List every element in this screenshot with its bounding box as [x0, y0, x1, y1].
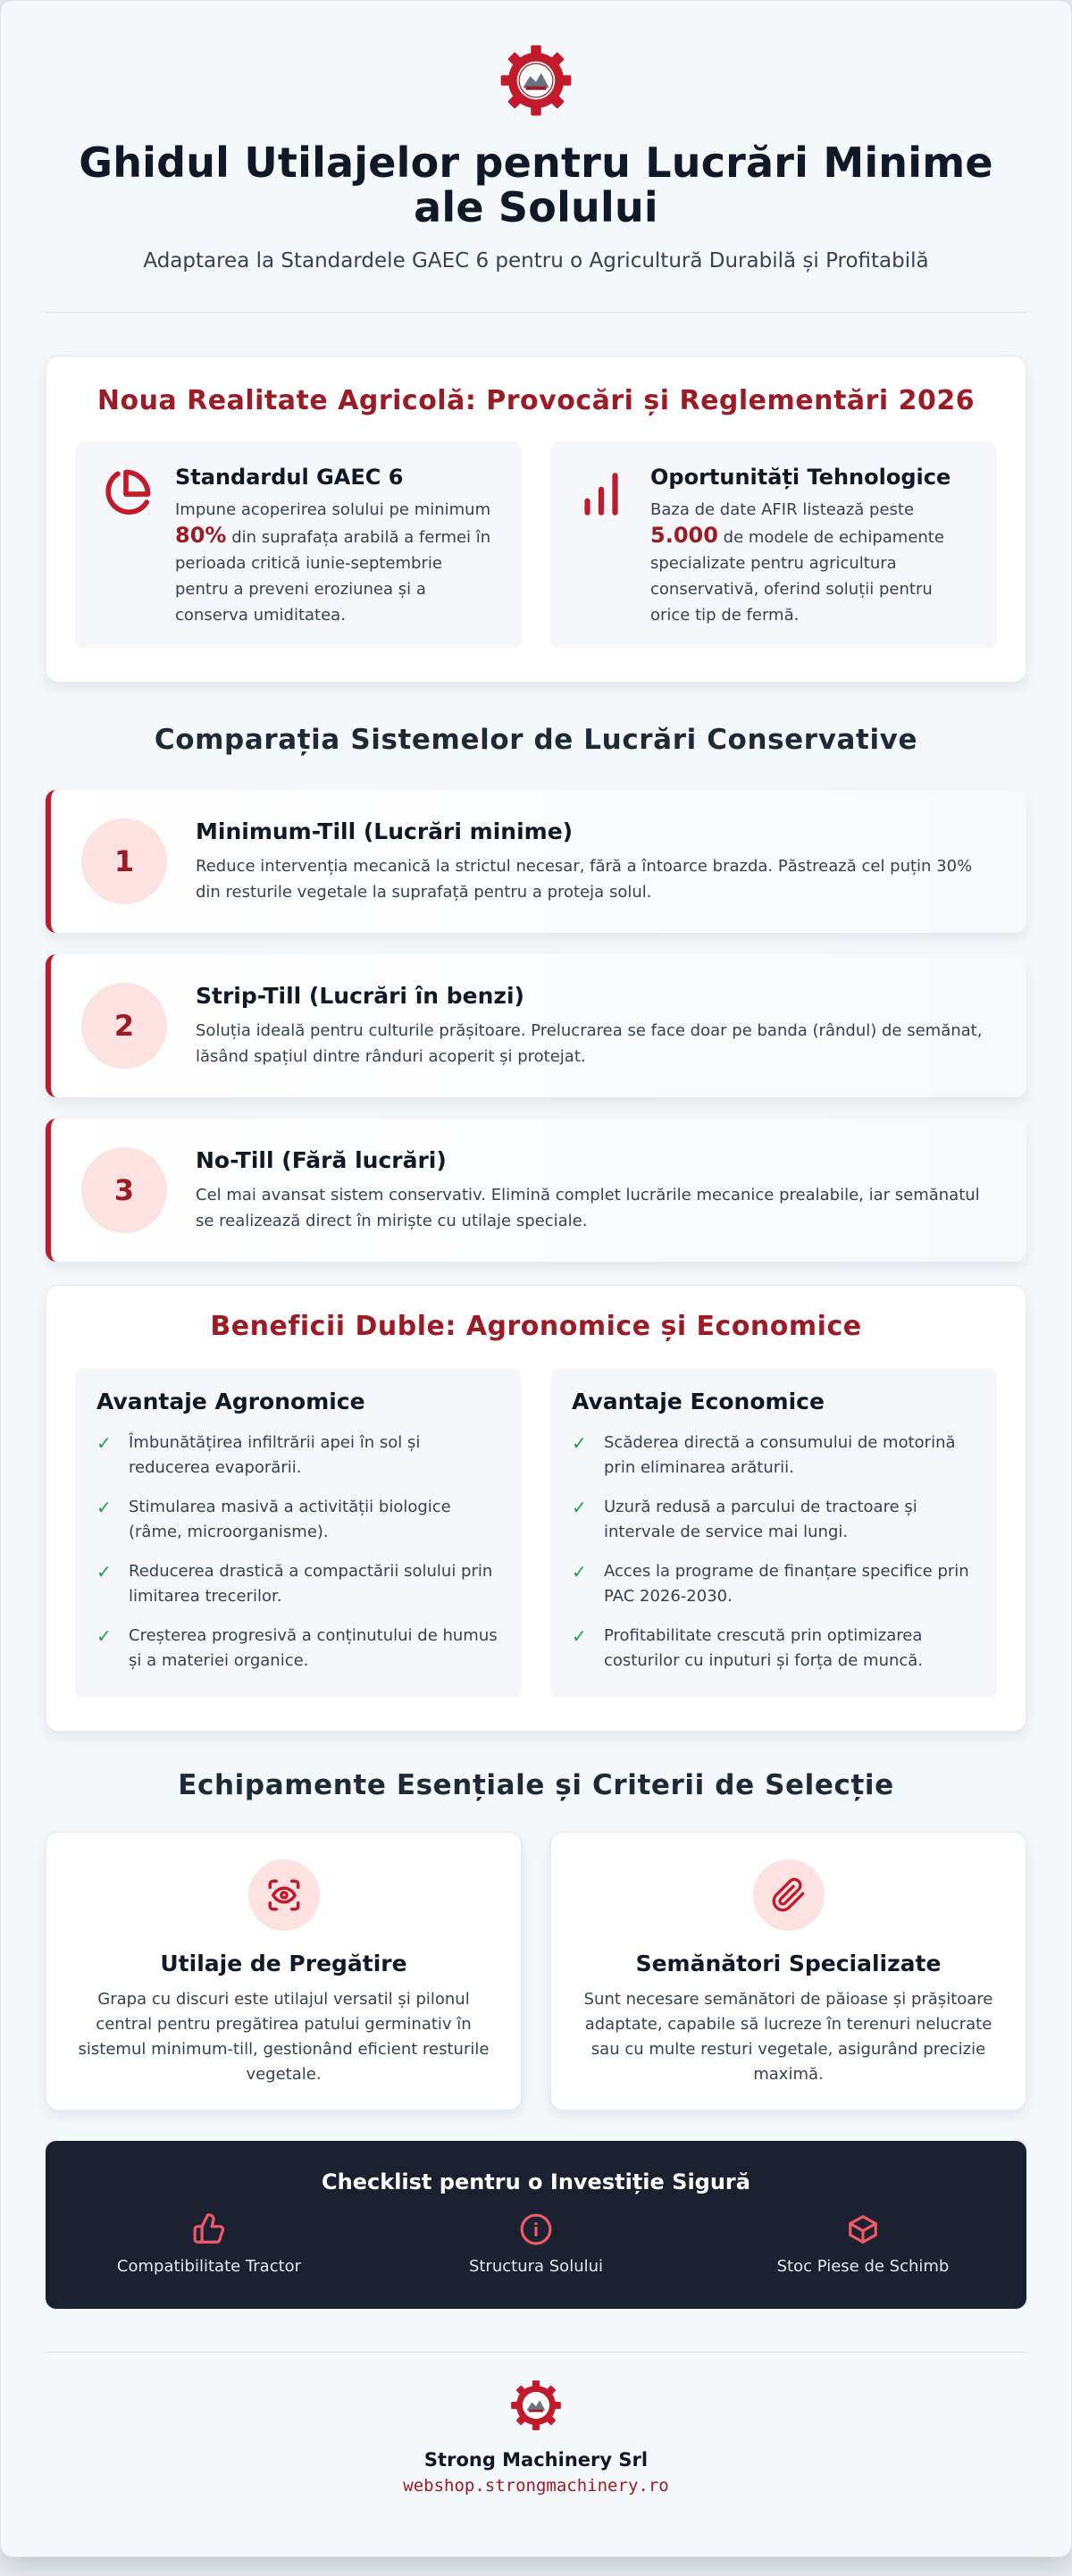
check-icon: ✓ [96, 1497, 112, 1518]
step-title: No-Till (Fără lucrări) [196, 1146, 447, 1173]
step-number: 1 [81, 818, 167, 904]
tech-highlight: 5.000 [650, 523, 718, 548]
checklist-label: Structura Solului [468, 2257, 604, 2276]
checklist-panel [46, 2141, 1026, 2309]
checklist-label: Compatibilitate Tractor [116, 2257, 302, 2276]
paperclip-icon [771, 1877, 807, 1913]
eye-scan-icon [265, 1876, 303, 1914]
step-no-till [46, 1119, 1026, 1262]
regulations-title: Noua Realitate Agricolă: Provocări și Reglementări 2026 [96, 385, 976, 416]
equipment-card-title: Semănători Specializate [635, 1951, 942, 1976]
economic-title: Avantaje Economice [572, 1389, 825, 1414]
step-number: 2 [81, 983, 167, 1069]
list-item: ✓ Creșterea progresivă a conținutului de humus și a materiei organice. [96, 1624, 500, 1674]
benefits-title: Beneficii Duble: Agronomice și Economice [210, 1311, 862, 1342]
check-icon: ✓ [572, 1432, 587, 1454]
step-strip-till [46, 954, 1026, 1097]
step-minimum-till [46, 790, 1026, 933]
step-text: Reduce intervenția mecanică la strictul necesar, fără a întoarce brazda. Păstrează cel puțin 30% din resturile vegetale la suprafață pentru a proteja solul. [196, 856, 973, 902]
check-icon: ✓ [572, 1497, 587, 1518]
divider [46, 312, 1026, 313]
page-title: Ghidul Utilajelor pentru Lucrări Minime ale Solului [79, 138, 993, 231]
checklist-item-soil [373, 2212, 699, 2276]
list-item: ✓ Acces la programe de finanțare specifice prin PAC 2026-2030. [572, 1559, 976, 1609]
check-icon: ✓ [96, 1561, 112, 1582]
list-item: ✓ Reducerea drastică a compactării solului prin limitarea trecerilor. [96, 1559, 500, 1609]
check-icon: ✓ [96, 1625, 112, 1647]
tech-text: Baza de date AFIR listează peste 5.000 de modele de echipamente specializate pentru agricultura conservativă, oferind soluții pentru orice tip de fermă. [650, 500, 944, 625]
check-icon: ✓ [572, 1625, 587, 1647]
equipment-card-text: Grapa cu discuri este utilajul versatil și pilonul central pentru pregătirea patului germinativ în sistemul minimum-till, gestionând eficient resturile vegetale. [78, 1990, 490, 2084]
gaec-card [75, 441, 522, 649]
list-item: ✓ Îmbunătățirea infiltrării apei în sol și reducerea evaporării. [96, 1431, 500, 1481]
equipment-card-preparation [46, 1832, 522, 2110]
box-icon [846, 2212, 880, 2246]
gaec-highlight: 80% [175, 523, 227, 548]
equipment-card-seeders [550, 1832, 1026, 2110]
company-name: Strong Machinery Srl [423, 2449, 649, 2471]
step-number: 3 [81, 1147, 167, 1233]
thumbs-up-icon [192, 2212, 226, 2246]
bar-chart-icon [574, 466, 629, 522]
agronomic-box [75, 1369, 522, 1698]
list-item: ✓ Profitabilitate crescută prin optimizarea costurilor cu inputuri și forța de muncă. [572, 1624, 976, 1674]
comparison-list [46, 790, 1026, 1262]
step-title: Minimum-Till (Lucrări minime) [196, 818, 574, 844]
list-item: ✓ Uzură redusă a parcului de tractoare și intervale de service mai lungi. [572, 1495, 976, 1545]
benefits-section [46, 1285, 1026, 1732]
checklist-item-parts [699, 2212, 1026, 2276]
gear-logo-icon [499, 44, 573, 117]
step-text: Cel mai avansat sistem conservativ. Elimină complet lucrările mecanice prealabile, iar semănatul se realizează direct în miriște cu utilaje speciale. [196, 1185, 980, 1230]
equipment-card-text: Sunt necesare semănători de păioase și prășitoare adaptate, capabile să lucreze în terenuri nelucrate sau cu multe resturi vegetale, asigurând precizie maximă. [583, 1990, 993, 2084]
checklist-title: Checklist pentru o Investiție Sigură [322, 2169, 750, 2194]
comparison-title: Comparația Sistemelor de Lucrări Conservative [154, 724, 918, 756]
check-icon: ✓ [572, 1561, 587, 1582]
info-circle-icon [519, 2212, 553, 2246]
hero-logo [46, 44, 1026, 117]
list-item: ✓ Stimularea masivă a activității biologice (râme, microorganisme). [96, 1495, 500, 1545]
page-subtitle: Adaptarea la Standardele GAEC 6 pentru o Agricultură Durabilă și Profitabilă [143, 249, 929, 273]
website-link[interactable]: webshop.strongmachinery.ro [403, 2476, 669, 2496]
gaec-text: Impune acoperirea solului pe minimum 80% din suprafața arabilă a fermei în perioada critică iunie-septembrie pentru a preveni eroziunea și a conserva umiditatea. [175, 500, 491, 625]
economic-box [550, 1369, 997, 1698]
tech-card [550, 441, 997, 649]
check-icon: ✓ [96, 1432, 112, 1454]
equipment-title: Echipamente Esențiale și Criterii de Selecție [178, 1769, 894, 1801]
step-text: Soluția ideală pentru culturile prășitoare. Prelucrarea se face doar pe banda (rândul) de semănat, lăsând spațiul dintre rânduri acoperit și protejat. [196, 1020, 983, 1066]
checklist-item-tractor [46, 2212, 373, 2276]
list-item: ✓ Scăderea directă a consumului de motorină prin eliminarea arăturii. [572, 1431, 976, 1481]
pie-chart-icon [98, 466, 154, 522]
regulations-section [46, 356, 1026, 683]
footer [46, 2353, 1026, 2496]
gaec-title: Standardul GAEC 6 [175, 465, 404, 490]
gear-logo-icon [510, 2379, 562, 2431]
tech-title: Oportunități Tehnologice [650, 465, 951, 490]
agronomic-title: Avantaje Agronomice [96, 1389, 365, 1414]
checklist-label: Stoc Piese de Schimb [776, 2257, 950, 2276]
equipment-card-title: Utilaje de Pregătire [160, 1951, 407, 1976]
step-title: Strip-Till (Lucrări în benzi) [196, 982, 524, 1009]
